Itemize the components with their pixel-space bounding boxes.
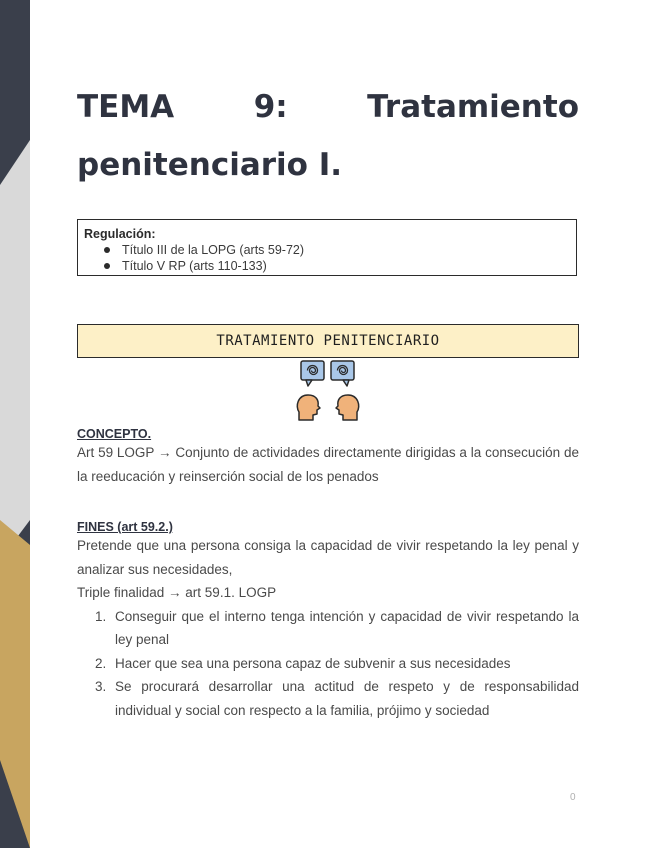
fines-heading: FINES (art 59.2.) bbox=[77, 520, 173, 534]
regulacion-list bbox=[84, 242, 570, 274]
title-word-tema: TEMA bbox=[77, 89, 175, 125]
list-item bbox=[77, 675, 579, 722]
fines-list bbox=[77, 605, 579, 723]
title-line-2: penitenciario I. bbox=[77, 147, 343, 183]
list-number: 3. bbox=[95, 679, 107, 694]
concepto-section bbox=[77, 427, 579, 488]
list-item bbox=[77, 605, 579, 652]
concepto-text: Art 59 LOGP → Conjunto de actividades directamente dirigidas a la consecución de la reeducación y reinserción social de los penados bbox=[77, 445, 579, 484]
regulacion-heading: Regulación: bbox=[84, 227, 156, 241]
list-item: Título III de la LOPG (arts 59-72) bbox=[122, 242, 570, 258]
page-number: 0 bbox=[570, 792, 576, 803]
list-item bbox=[77, 652, 579, 676]
list-item: Título V RP (arts 110-133) bbox=[122, 258, 570, 274]
page-title bbox=[77, 78, 579, 194]
list-number: 1. bbox=[95, 608, 107, 624]
regulacion-box bbox=[77, 219, 577, 276]
title-word-number: 9: bbox=[253, 89, 288, 125]
list-text: Se procurará desarrollar una actitud de respeto y de responsabilidad individual y social con respecto a la familia, prójimo y sociedad bbox=[115, 679, 579, 718]
left-decorative-band bbox=[0, 0, 30, 848]
title-word-tratamiento: Tratamiento bbox=[367, 89, 579, 125]
list-text: Hacer que sea una persona capaz de subvenir a sus necesidades bbox=[115, 655, 511, 671]
list-text: Conseguir que el interno tenga intención y capacidad de vivir respetando la ley penal bbox=[115, 608, 579, 647]
section-banner: TRATAMIENTO PENITENCIARIO bbox=[77, 324, 579, 358]
fines-paragraph: Pretende que una persona consiga la capacidad de vivir respetando la ley penal y analizar sus necesidades, bbox=[77, 538, 579, 577]
two-heads-thinking-icon bbox=[296, 360, 360, 422]
fines-section bbox=[77, 520, 579, 722]
fines-triple: Triple finalidad → art 59.1. LOGP bbox=[77, 585, 277, 600]
list-number: 2. bbox=[95, 655, 107, 671]
concepto-heading: CONCEPTO. bbox=[77, 427, 152, 441]
